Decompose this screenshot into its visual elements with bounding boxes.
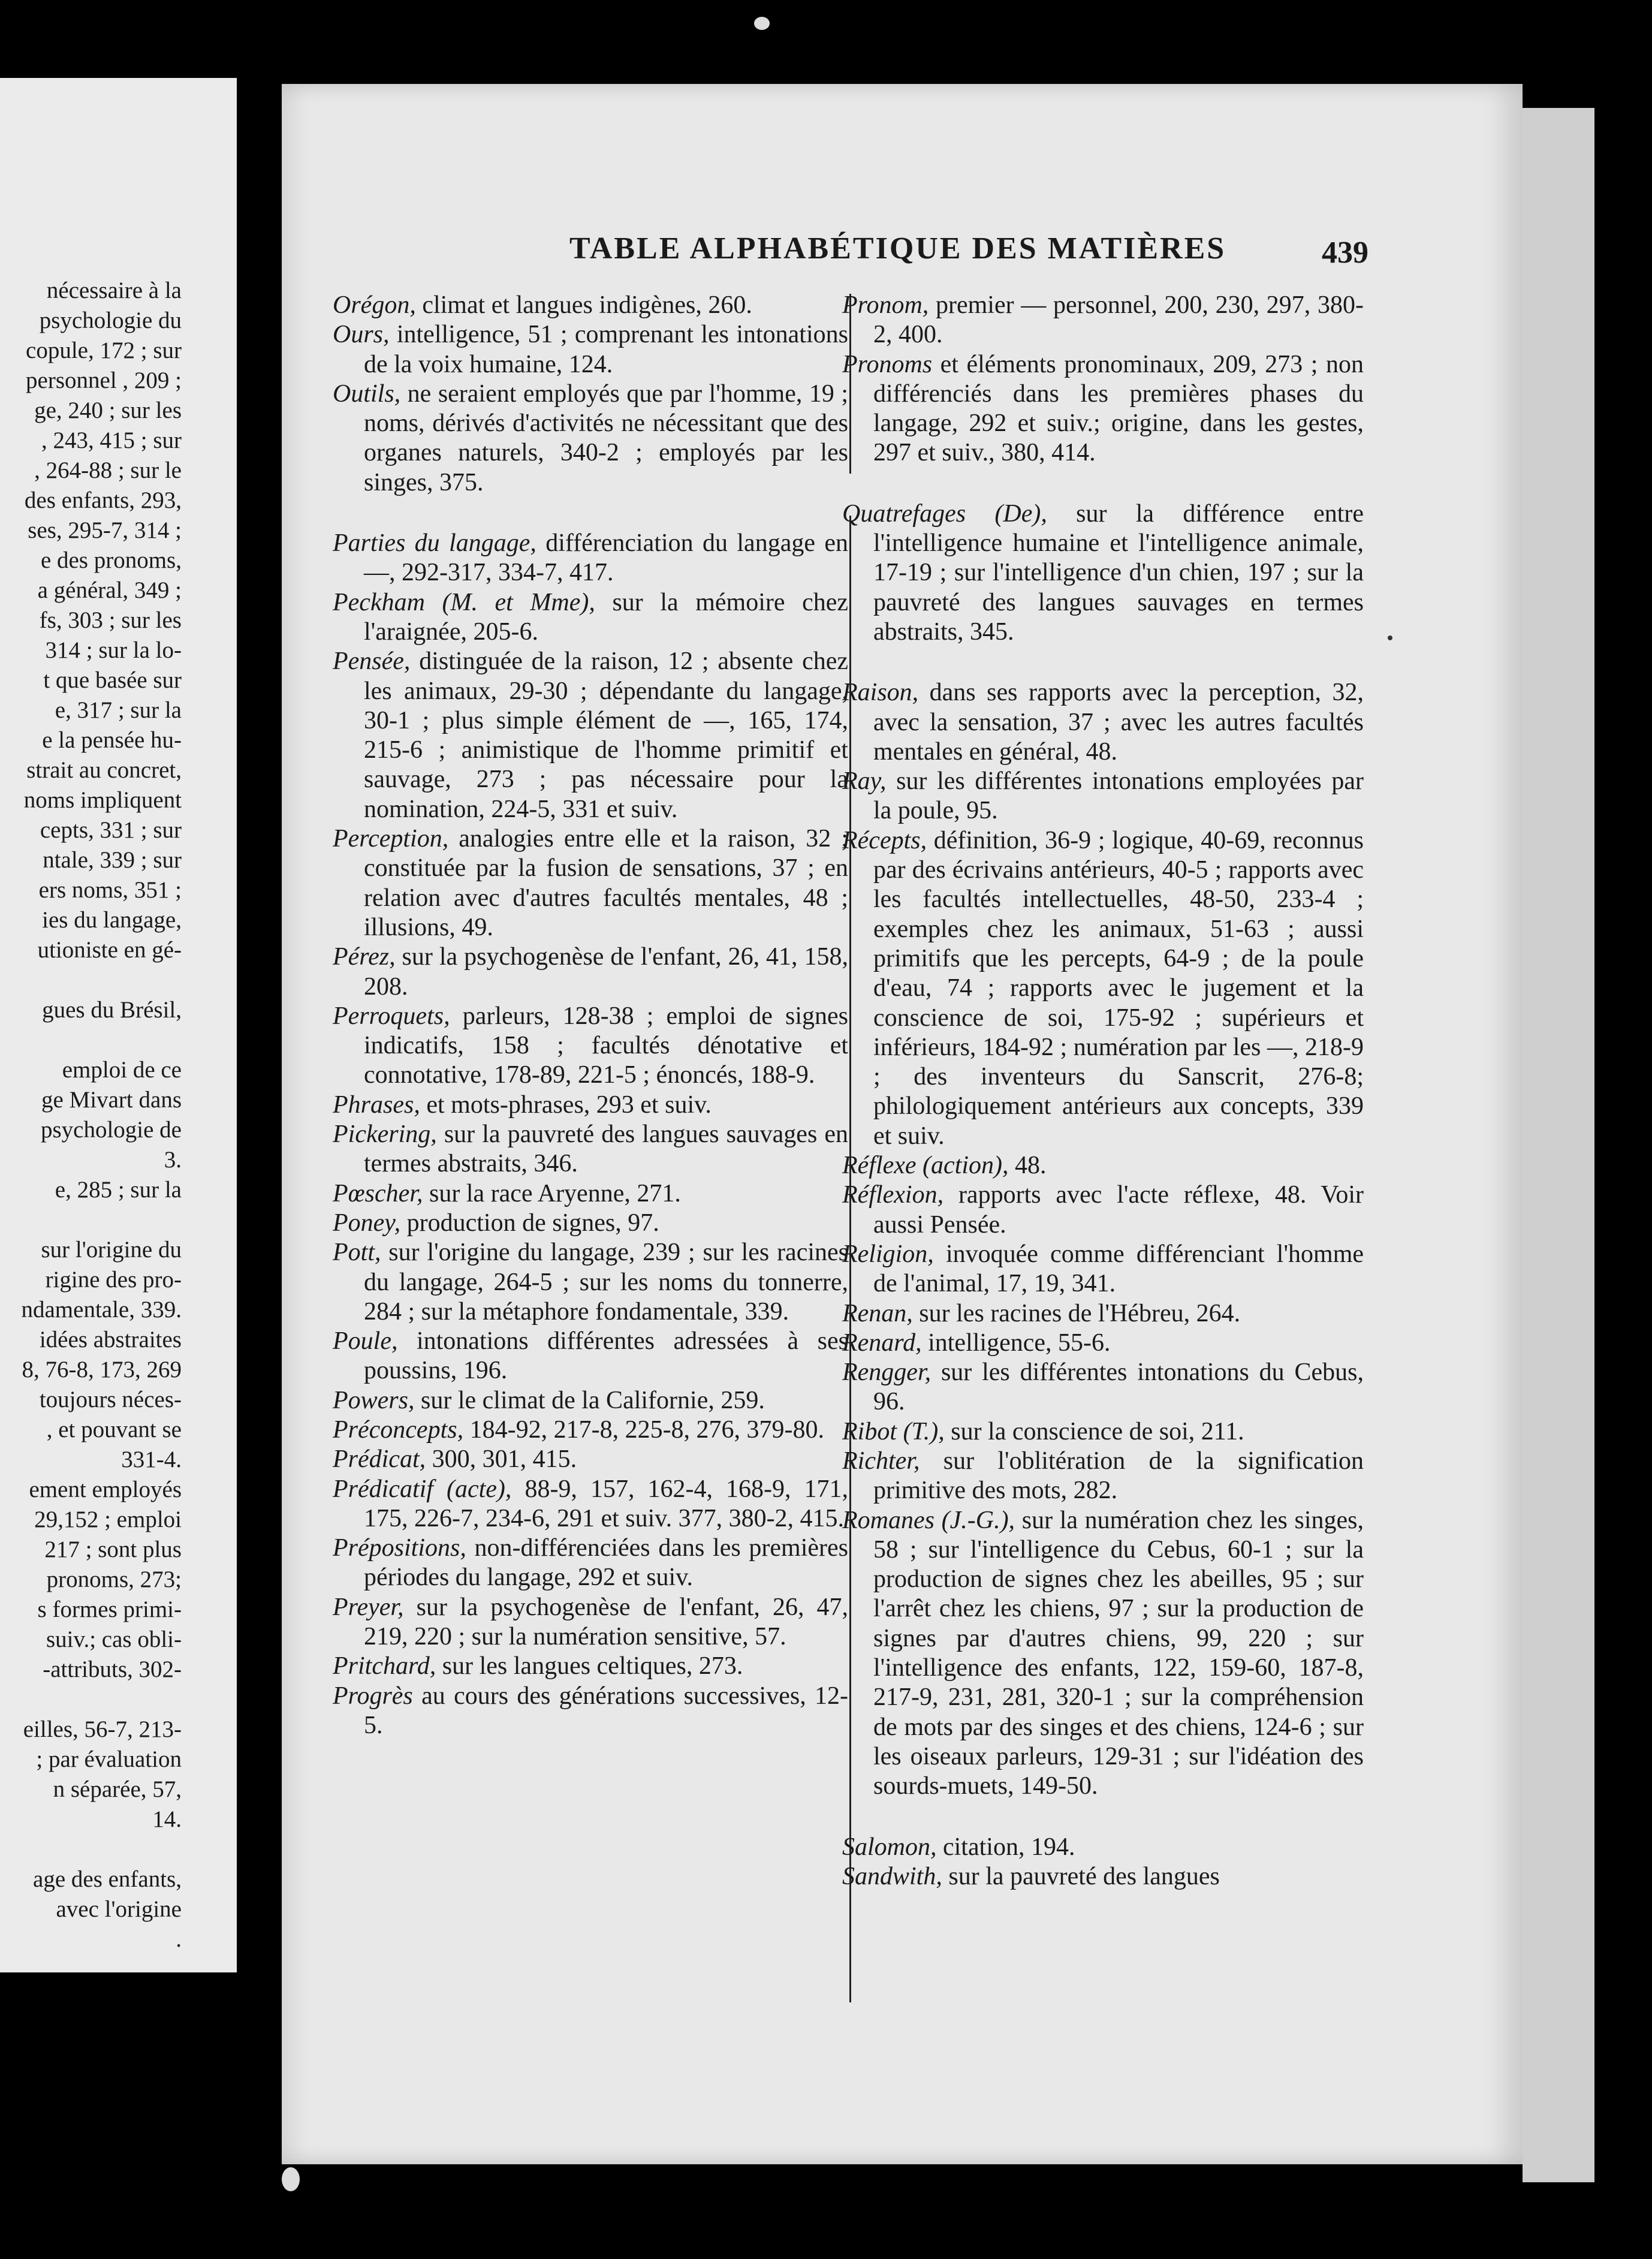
entry-heading: Religion, [842,1240,934,1268]
facing-page-line: eilles, 56-7, 213- [23,1716,182,1742]
entry-heading: Salomon, [842,1833,937,1861]
facing-page-line: ers noms, 351 ; [38,877,182,903]
entry-heading: Perroquets, [333,1002,450,1030]
index-entry [333,588,848,647]
facing-page-line [3,965,237,995]
facing-page-line: ement employés [29,1477,182,1502]
entry-text: sur la pauvreté des langues sauvages en termes abstraits, 346. [364,1121,848,1178]
facing-page-line: 3. [164,1147,182,1173]
facing-page-line: e, 285 ; sur la [55,1177,182,1203]
entry-heading: Parties du langage, [333,529,536,558]
entry-text: 184-92, 217-8, 225-8, 276, 379-80. [463,1415,825,1444]
index-entry [333,291,848,320]
entry-text: sur le climat de la Californie, 259. [414,1386,765,1414]
index-entry [842,350,1364,468]
entry-heading: Prédicat, [333,1445,426,1474]
facing-page-line: 314 ; sur la lo- [45,637,182,663]
entry-text: sur la conscience de soi, 211. [944,1417,1244,1445]
index-entry [842,499,1364,647]
entry-text: ne seraient employés que par l'homme, 19 ; noms, dérivés d'activités ne nécessitant que des organes naturels, 340-2 ; employés par les singes, 375. [364,379,848,496]
entry-text: dans ses rapports avec la perception, 32, avec la sensation, 37 ; avec les autres facultés mentales en général, 48. [873,679,1364,766]
entry-text: sur la numération chez les singes, 58 ; sur l'intelligence du Cebus, 60-1 ; sur la production de signes chez les abeilles, 95 ; sur l'arrêt chez les chiens, 97 ; sur la production de signes par d'autres chiens, 99, 220 ; sur l'intelligence des enfants, 122, 159-60, 187-8, 217-9, 231, 281, 320-1 ; sur la compréhension de mots par des singes et des chiens, 124-6 ; sur les oiseaux parleurs, 129-31 ; sur l'idéation des sourds-muets, 149-50. [873,1506,1364,1800]
facing-page-line [3,1205,237,1235]
facing-page-line: , 243, 415 ; sur [41,427,182,453]
entry-text: sur la race Aryenne, 271. [423,1179,681,1207]
index-entry [842,291,1364,350]
index-column-left [333,291,848,1740]
facing-page-line: a général, 349 ; [37,577,182,603]
entry-heading: Outils, [333,379,401,408]
entry-text: 300, 301, 415. [426,1445,577,1474]
entry-text: sur la mémoire chez l'araignée, 205-6. [364,588,849,646]
facing-page-line: suiv.; cas obli- [46,1627,182,1652]
index-entry [842,1240,1364,1299]
entry-heading: Pœscher, [333,1179,423,1207]
index-entry [333,1682,848,1741]
entry-text: invoquée comme différenciant l'homme de l'animal, 17, 19, 341. [873,1240,1364,1298]
entry-heading: Renard, [842,1329,922,1357]
index-entry [842,1417,1364,1447]
entry-text: sur les racines de l'Hébreu, 264. [912,1299,1241,1327]
entry-heading: Pritchard, [333,1652,436,1680]
index-entry [333,529,848,588]
index-entry [333,1179,848,1209]
entry-heading: Prédicatif (acte), [333,1475,512,1503]
index-entry [333,1415,848,1445]
facing-page-line: pronoms, 273; [46,1567,182,1592]
entry-text: sur la psychogenèse de l'enfant, 26, 41, 158, 208. [364,943,848,1001]
facing-page-line: 14. [152,1806,182,1832]
facing-page-line: sur l'origine du [41,1237,182,1263]
entry-text: intelligence, 51 ; comprenant les intonations de la voix humaine, 124. [364,321,848,378]
entry-heading: Réflexe (action), [842,1152,1009,1180]
entry-heading: Réflexion, [842,1181,944,1209]
index-entry [842,678,1364,767]
facing-page-line: cepts, 331 ; sur [40,817,182,843]
entry-heading: Peckham (M. et Mme), [333,588,595,616]
facing-page-line [3,1025,237,1055]
entry-heading: Pérez, [333,943,396,971]
entry-heading: Orégon, [333,291,416,319]
facing-page-line: . [176,1926,182,1952]
facing-page-line: ies du langage, [42,907,182,933]
index-entry [333,1445,848,1474]
entry-heading: Ours, [333,321,390,349]
facing-page-line: e, 317 ; sur la [55,697,182,723]
entry-heading: Progrès [333,1682,413,1710]
facing-page-line: strait au concret, [26,757,182,783]
entry-text: sur l'oblitération de la signification primitive des mots, 282. [873,1447,1364,1505]
entry-spacer [842,647,1364,678]
dust-speck [282,2167,300,2191]
dust-speck [754,17,770,30]
page-edge [1523,108,1594,2182]
index-entry [333,379,848,498]
entry-heading: Sandwith, [842,1862,942,1890]
entry-heading: Richter, [842,1447,920,1475]
facing-page-line: utioniste en gé- [37,937,182,963]
entry-text: sur la psychogenèse de l'enfant, 26, 47, 219, 220 ; sur la numération sensitive, 57. [364,1593,848,1651]
entry-text: 48. [1008,1152,1047,1180]
facing-page-line: personnel , 209 ; [26,368,182,393]
entry-text: définition, 36-9 ; logique, 40-69, reconnus par des écrivains antérieurs, 40-5 ; rapports avec les facultés intellectuelles, 48-50, 233-4 ; exemples chez les animaux, 51-63 ; aussi primitifs que les percepts, 64-9 ; de la poule d'eau, 74 ; rapports avec le jugement et la conscience de soi, 175-92 ; supérieurs et inférieurs, 184-92 ; numération par les —, 218-9 ; des inventeurs du Sanscrit, 276-8; philologiquement antérieurs aux concepts, 339 et suiv. [873,826,1364,1150]
entry-heading: Romanes (J.-G.), [842,1506,1015,1534]
facing-page-line: ge Mivart dans [41,1087,182,1113]
facing-page-text [3,276,237,1954]
index-entry [333,1475,848,1534]
entry-heading: Pronoms [842,350,933,378]
index-entry [333,1238,848,1327]
entry-heading: Rengger, [842,1359,931,1387]
entry-heading: Ribot (T.), [842,1417,945,1445]
index-entry [333,320,848,379]
entry-spacer [842,468,1364,499]
entry-spacer [842,1802,1364,1833]
entry-text: et éléments pronominaux, 209, 273 ; non différenciés dans les premières phases du langage, 292 et suiv.; origine, dans les gestes, 297 et suiv., 380, 414. [873,350,1364,467]
index-entry [842,826,1364,1151]
entry-text: citation, 194. [936,1833,1075,1861]
entry-text: premier — personnel, 200, 230, 297, 380-2, 400. [873,291,1364,349]
index-entry [333,1209,848,1238]
entry-text: intonations différentes adressées à ses poussins, 196. [364,1327,848,1385]
facing-page-line [3,1685,237,1715]
entry-heading: Pickering, [333,1121,437,1149]
entry-text: intelligence, 55-6. [921,1329,1111,1357]
entry-heading: Ray, [842,767,887,796]
entry-text: parleurs, 128-38 ; emploi de signes indicatifs, 158 ; facultés dénotative et connotative, 178-89, 221-5 ; énoncés, 188-9. [364,1002,848,1089]
facing-page-line: age des enfants, [33,1866,182,1892]
index-entry [333,1091,848,1120]
facing-page-line: fs, 303 ; sur les [39,607,182,633]
index-entry [842,1862,1364,1891]
entry-heading: Pott, [333,1239,381,1267]
entry-text: sur la différence entre l'intelligence humaine et l'intelligence animale, 17-19 ; sur l'intelligence d'un chien, 197 ; sur la pauvreté des langues sauvages en termes abstraits, 345. [873,499,1364,646]
entry-text: non-différenciées dans les premières périodes du langage, 292 et suiv. [364,1534,848,1592]
index-entry [842,1833,1364,1862]
facing-page-line: avec l'origine [56,1896,182,1922]
facing-page-line: ntale, 339 ; sur [43,847,182,873]
facing-page-line: idées abstraites [39,1327,182,1353]
entry-heading: Poney, [333,1209,401,1237]
index-entry [333,1386,848,1415]
entry-heading: Phrases, [333,1091,420,1119]
index-entry [333,1327,848,1386]
facing-page-line: 217 ; sont plus [44,1537,182,1562]
facing-page-line: gues du Brésil, [42,997,182,1023]
facing-page-line: n séparée, 57, [53,1776,182,1802]
entry-heading: Quatrefages (De), [842,499,1047,528]
index-entry [842,1447,1364,1506]
entry-heading: Pensée, [333,647,411,676]
index-column-right [842,291,1364,1891]
entry-text: au cours des générations successives, 12-5. [364,1682,848,1739]
facing-page [0,78,237,1972]
facing-page-line: s formes primi- [37,1597,182,1622]
entry-heading: Prépositions, [333,1534,466,1562]
facing-page-line: rigine des pro- [45,1267,182,1293]
entry-text: sur les langues celtiques, 273. [436,1652,743,1680]
entry-text: 88-9, 157, 162-4, 168-9, 171, 175, 226-7, 234-6, 291 et suiv. 377, 380-2, 415. [364,1475,848,1532]
facing-page-line: toujours néces- [39,1387,182,1412]
facing-page-line: ses, 295-7, 314 ; [28,517,182,543]
index-entry [333,1002,848,1091]
entry-text: rapports avec l'acte réflexe, 48. Voir aussi Pensée. [873,1181,1364,1239]
facing-page-line: ; par évaluation [36,1746,182,1772]
entry-heading: Récepts, [842,826,927,854]
entry-text: sur les différentes intonations employées par la poule, 95. [873,767,1364,825]
entry-heading: Pronom, [842,291,929,319]
facing-page-line [3,1835,237,1865]
entry-spacer [333,498,848,529]
index-entry [842,1358,1364,1417]
entry-text: distinguée de la raison, 12 ; absente chez les animaux, 29-30 ; dépendante du langage, 30-1 ; plus simple élément de —, 165, 174, 215-6 ; animistique de l'homme primitif et sauvage, 273 ; pas nécessaire pour la nomination, 224-5, 331 et suiv. [364,647,848,823]
index-entry [333,1534,848,1593]
entry-heading: Poule, [333,1327,398,1356]
entry-text: et mots-phrases, 293 et suiv. [420,1091,712,1119]
entry-heading: Perception, [333,825,449,853]
entry-heading: Préconcepts, [333,1415,464,1444]
facing-page-line: e des pronoms, [40,547,182,573]
facing-page-line: noms impliquent [23,787,182,813]
facing-page-line: 8, 76-8, 173, 269 [22,1357,182,1382]
entry-text: climat et langues indigènes, 260. [415,291,752,319]
index-entry [842,1180,1364,1240]
entry-heading: Raison, [842,679,919,707]
entry-heading: Powers, [333,1386,415,1414]
page-number: 439 [1322,236,1368,270]
facing-page-line: ge, 240 ; sur les [34,397,182,423]
facing-page-line: psychologie de [40,1117,182,1143]
entry-text: sur la pauvreté des langues [942,1862,1220,1890]
facing-page-line: des enfants, 293, [24,487,182,513]
index-entry [842,767,1364,826]
entry-text: sur les différentes intonations du Cebus, 96. [873,1359,1364,1416]
facing-page-line: -attributs, 302- [43,1656,182,1682]
index-entry [333,647,848,824]
ink-dot [1388,635,1392,640]
index-entry [333,942,848,1002]
index-entry [333,824,848,942]
entry-heading: Preyer, [333,1593,404,1621]
index-entry [842,1151,1364,1180]
facing-page-line: 331-4. [121,1447,182,1472]
facing-page-line: ndamentale, 339. [21,1297,182,1323]
facing-page-line: emploi de ce [62,1057,182,1083]
entry-text: analogies entre elle et la raison, 32 ; constituée par la fusion de sensations, 37 ; en relation avec d'autres facultés mentales, 48 ; illusions, 49. [364,825,848,941]
index-entry [842,1329,1364,1358]
facing-page-line: e la pensée hu- [42,727,182,753]
index-entry [333,1120,848,1179]
facing-page-line: copule, 172 ; sur [26,338,182,363]
facing-page-line: psychologie du [39,308,182,333]
index-entry [842,1299,1364,1329]
entry-text: production de signes, 97. [400,1209,659,1237]
index-entry [842,1506,1364,1802]
index-entry [333,1593,848,1652]
entry-text: sur l'origine du langage, 239 ; sur les racines du langage, 264-5 ; sur les noms du tonnerre, 284 ; sur la métaphore fondamentale, 339. [364,1239,848,1326]
page-title: TABLE ALPHABÉTIQUE DES MATIÈRES [569,231,1226,266]
entry-heading: Renan, [842,1299,913,1327]
index-entry [333,1652,848,1681]
facing-page-line: , et pouvant se [46,1417,182,1442]
facing-page-line: , 264-88 ; sur le [34,457,182,483]
entry-text: différenciation du langage en —, 292-317, 334-7, 417. [364,529,848,587]
facing-page-line: 29,152 ; emploi [34,1507,182,1532]
facing-page-line: nécessaire à la [46,278,182,303]
facing-page-line: t que basée sur [43,667,182,693]
